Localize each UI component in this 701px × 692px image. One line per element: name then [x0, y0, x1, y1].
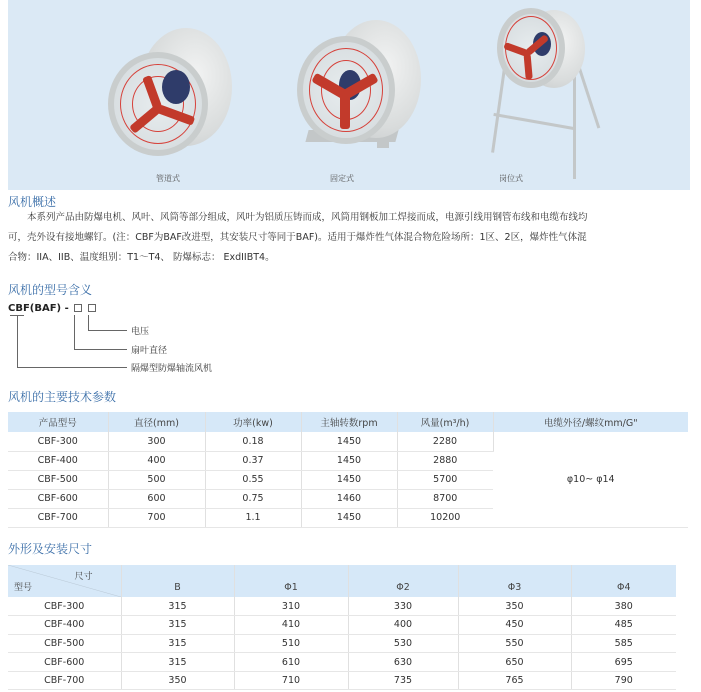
corner-bottom-label: 型号	[14, 583, 33, 593]
table-cell: 1450	[301, 451, 397, 470]
column-header: 产品型号	[8, 412, 108, 432]
table-row	[8, 616, 676, 635]
table-cell: 0.75	[205, 489, 301, 508]
column-header: 风量(m³/h)	[397, 412, 493, 432]
corner-top-label: 尺寸	[74, 572, 93, 582]
table-cell: 485	[571, 616, 676, 635]
connector-line	[17, 315, 18, 367]
table-cell: 330	[348, 597, 458, 616]
corner-header-cell	[8, 565, 121, 597]
table-cell: 1460	[301, 489, 397, 508]
connector-line	[88, 315, 89, 330]
table-cell: 2880	[397, 451, 493, 470]
table-cell: 400	[108, 451, 205, 470]
model-code	[8, 303, 96, 314]
table-cell: 0.18	[205, 432, 301, 451]
table-cell: 630	[348, 653, 458, 672]
column-header: Φ2	[348, 565, 458, 597]
column-header: B	[121, 565, 234, 597]
table-cell: 700	[108, 508, 205, 527]
table-row	[8, 597, 676, 616]
table-cell: 765	[458, 671, 571, 690]
table-cell: 1450	[301, 432, 397, 451]
table-cell: 790	[571, 671, 676, 690]
table-cell: 315	[121, 597, 234, 616]
table-cell: 380	[571, 597, 676, 616]
duct-fan-image	[100, 24, 240, 164]
table-row	[8, 432, 688, 451]
table-cell: 510	[234, 634, 348, 653]
table-cell: 0.37	[205, 451, 301, 470]
table-header-row	[8, 412, 688, 432]
table-cell: 400	[348, 616, 458, 635]
model-cell: CBF-400	[8, 616, 121, 635]
model-cell: CBF-300	[8, 432, 108, 451]
table-cell: 585	[571, 634, 676, 653]
table-cell: 300	[108, 432, 205, 451]
column-header: 直径(mm)	[108, 412, 205, 432]
table-header-row	[8, 565, 676, 597]
voltage-placeholder-box	[88, 304, 96, 312]
overview-paragraph	[8, 208, 694, 268]
table-cell: 410	[234, 616, 348, 635]
model-meaning-title: 风机的型号含义	[8, 283, 93, 297]
column-header: 电缆外径/螺纹mm/G"	[493, 412, 688, 432]
table-cell: 500	[108, 470, 205, 489]
model-cell: CBF-700	[8, 671, 121, 690]
table-cell: 8700	[397, 489, 493, 508]
table-cell: 315	[121, 653, 234, 672]
column-header: 主轴转数rpm	[301, 412, 397, 432]
specs-title: 风机的主要技术参数	[8, 390, 117, 404]
table-row	[8, 671, 676, 690]
table-cell: 550	[458, 634, 571, 653]
table-cell: 1.1	[205, 508, 301, 527]
blade-diameter-label: 扇叶直径	[131, 346, 168, 356]
table-cell: 600	[108, 489, 205, 508]
specs-table	[8, 412, 688, 528]
dimensions-title: 外形及安装尺寸	[8, 542, 93, 556]
overview-line: 本系列产品由防爆电机、风叶、风筒等部分组成，风叶为铝质压铸而成，风筒用钢板加工焊接而成，电源引线用钢管布线和电缆布线均	[8, 212, 588, 223]
model-cell: CBF-300	[8, 597, 121, 616]
connector-line	[17, 367, 127, 368]
table-cell: 530	[348, 634, 458, 653]
overview-line: 可，壳外设有接地螺钉。(注：CBF为BAF改进型，其安装尺寸等同于BAF)。适用于爆炸性气体混合物危险场所：1区、2区，爆炸性气体混	[8, 232, 587, 243]
fixed-fan-image	[293, 18, 433, 168]
product-photo-banner	[8, 0, 690, 190]
model-code-text: CBF(BAF) -	[8, 303, 69, 314]
model-cell: CBF-600	[8, 653, 121, 672]
product-caption: 固定式	[330, 174, 354, 183]
model-cell: CBF-500	[8, 470, 108, 489]
table-cell: 735	[348, 671, 458, 690]
product-caption: 岗位式	[499, 174, 523, 183]
model-cell: CBF-700	[8, 508, 108, 527]
model-cell: CBF-600	[8, 489, 108, 508]
table-cell: 695	[571, 653, 676, 672]
model-cell: CBF-400	[8, 451, 108, 470]
table-row	[8, 634, 676, 653]
connector-line	[74, 315, 75, 349]
diameter-placeholder-box	[74, 304, 82, 312]
voltage-label: 电压	[131, 327, 150, 337]
table-cell: 5700	[397, 470, 493, 489]
table-cell: 1450	[301, 508, 397, 527]
product-caption: 管道式	[156, 174, 180, 183]
column-header: Φ1	[234, 565, 348, 597]
connector-line	[74, 349, 127, 350]
table-cell: 610	[234, 653, 348, 672]
column-header: Φ4	[571, 565, 676, 597]
post-fan-image	[483, 4, 613, 179]
table-cell: 710	[234, 671, 348, 690]
model-cell: CBF-500	[8, 634, 121, 653]
connector-line	[88, 330, 127, 331]
table-cell: 2280	[397, 432, 493, 451]
overview-line: 合物：IIA、IIB、温度组别：T1～T4、 防爆标志： ExdIIBT4。	[8, 252, 275, 263]
table-cell: 650	[458, 653, 571, 672]
dimensions-table	[8, 565, 676, 690]
cable-spec-cell: φ10~ φ14	[493, 432, 688, 527]
table-row	[8, 653, 676, 672]
column-header: 功率(kw)	[205, 412, 301, 432]
table-cell: 350	[458, 597, 571, 616]
table-cell: 315	[121, 634, 234, 653]
table-cell: 450	[458, 616, 571, 635]
table-cell: 1450	[301, 470, 397, 489]
table-cell: 350	[121, 671, 234, 690]
table-cell: 310	[234, 597, 348, 616]
table-cell: 0.55	[205, 470, 301, 489]
overview-title: 风机概述	[8, 195, 57, 209]
table-cell: 315	[121, 616, 234, 635]
fan-type-label: 隔爆型防爆轴流风机	[131, 364, 213, 374]
column-header: Φ3	[458, 565, 571, 597]
table-cell: 10200	[397, 508, 493, 527]
